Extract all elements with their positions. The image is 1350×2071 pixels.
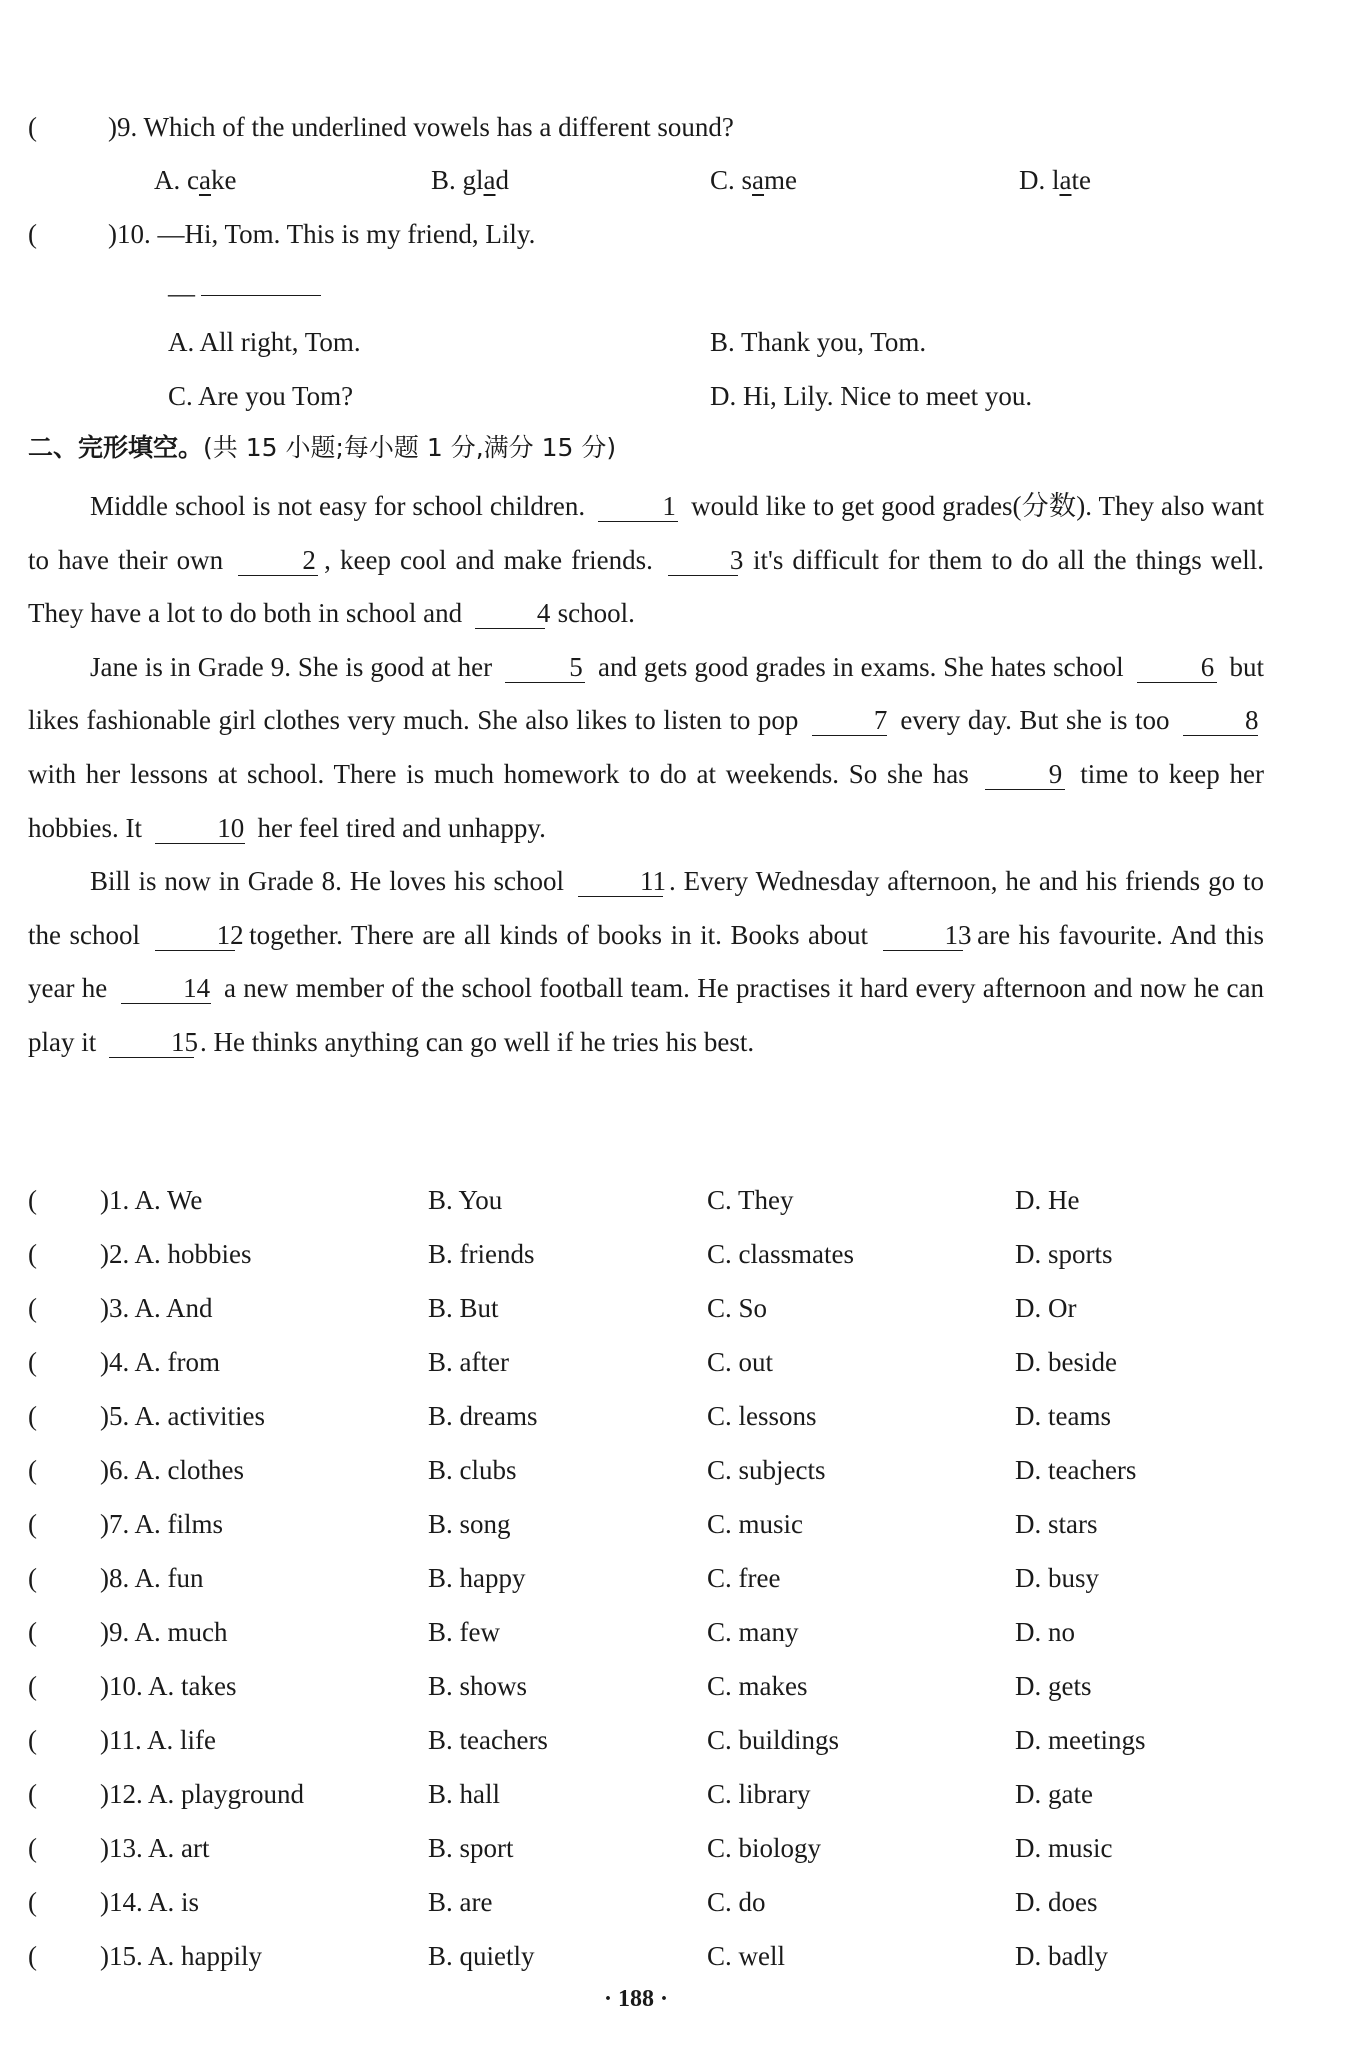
blank-9: 9 [985, 759, 1065, 790]
blank-4: 4 [475, 598, 545, 629]
blank-10: 10 [155, 813, 245, 844]
cloze-question-1: ( )1. A. We B. You C. They D. He [28, 1185, 1080, 1215]
blank-8: 8 [1183, 705, 1258, 736]
cloze-question-10: ( )10. A. takes B. shows C. makes D. gets [28, 1671, 1092, 1701]
question-9-stem: )9. Which of the underlined vowels has a different sound? [108, 112, 734, 142]
paragraph-2: Jane is in Grade 9. She is good at her 5 and gets good grades in exams. She hates school 6 but likes fashionable girl clothes very much. She also likes to listen to pop 7 every day. But she is too 8 with her lessons at school. There is much homework to do at weekends. So she has 9 time to keep her hobbies. It 10 her feel tired and unhappy. [28, 651, 1264, 843]
blank-6: 6 [1137, 652, 1217, 683]
answer-paren: ( [28, 219, 37, 249]
cloze-question-11: ( )11. A. life B. teachers C. buildings D. meetings [28, 1725, 1146, 1755]
question-10 [28, 214, 1268, 254]
question-9-options [28, 160, 1268, 200]
option-d: D. late [1019, 165, 1091, 195]
cloze-question-7: ( )7. A. films B. song C. music D. stars [28, 1509, 1098, 1539]
option-a: A. cake [154, 165, 237, 195]
cloze-passage [28, 480, 1264, 1070]
blank-5: 5 [505, 652, 585, 683]
cloze-question-13: ( )13. A. art B. sport C. biology D. music [28, 1833, 1113, 1863]
cloze-question-5: ( )5. A. activities B. dreams C. lessons D. teams [28, 1401, 1111, 1431]
page-number: · 188 · [603, 1986, 668, 2012]
section-title: 二、完形填空。(共 15 小题;每小题 1 分,满分 15 分) [28, 433, 617, 462]
blank-14: 14 [121, 973, 211, 1004]
question-10-options-row2 [28, 376, 1268, 416]
response-blank: — [168, 278, 321, 309]
paragraph-1: Middle school is not easy for school children. 1 would like to get good grades(分数). They also want to have their own 2 , keep cool and make friends. 3 it's difficult for them to do all the things well. They have a lot to do both in school and 4 school. [28, 491, 1264, 629]
option-a: A. All right, Tom. [168, 327, 361, 357]
cloze-question-2: ( )2. A. hobbies B. friends C. classmates D. sports [28, 1239, 1113, 1269]
blank-12: 12 [155, 920, 235, 951]
question-9 [28, 107, 1268, 147]
option-c: C. Are you Tom? [168, 381, 354, 411]
cloze-question-4: ( )4. A. from B. after C. out D. beside [28, 1347, 1117, 1377]
cloze-question-9: ( )9. A. much B. few C. many D. no [28, 1617, 1075, 1647]
question-10-stem: )10. —Hi, Tom. This is my friend, Lily. [108, 219, 536, 249]
cloze-question-8: ( )8. A. fun B. happy C. free D. busy [28, 1563, 1100, 1593]
cloze-question-12: ( )12. A. playground B. hall C. library D. gate [28, 1779, 1093, 1809]
paragraph-3: Bill is now in Grade 8. He loves his school 11 . Every Wednesday afternoon, he and his friends go to the school 12 together. There are all kinds of books in it. Books about 13 are his favourite. And this year he 14 a new member of the school football team. He practises it hard every afternoon and now he can play it 15. He thinks anything can go well if he tries his best. [28, 866, 1264, 1057]
blank-1: 1 [598, 491, 678, 522]
blank-13: 13 [883, 920, 963, 951]
blank-7: 7 [812, 705, 887, 736]
blank-11: 11 [578, 866, 663, 897]
cloze-question-3: ( )3. A. And B. But C. So D. Or [28, 1293, 1077, 1323]
blank-3: 3 [668, 545, 738, 576]
answer-paren: ( [28, 112, 37, 142]
option-b: B. glad [431, 165, 509, 195]
blank-15: 15 [109, 1027, 194, 1058]
question-10-options-row1 [28, 322, 1268, 362]
cloze-question-15: ( )15. A. happily B. quietly C. well D. badly [28, 1941, 1108, 1971]
option-d: D. Hi, Lily. Nice to meet you. [710, 381, 1033, 411]
option-c: C. same [710, 165, 798, 195]
option-b: B. Thank you, Tom. [710, 327, 927, 357]
cloze-question-14: ( )14. A. is B. are C. do D. does [28, 1887, 1098, 1917]
blank-2: 2 [238, 545, 318, 576]
cloze-question-6: ( )6. A. clothes B. clubs C. subjects D. teachers [28, 1455, 1137, 1485]
